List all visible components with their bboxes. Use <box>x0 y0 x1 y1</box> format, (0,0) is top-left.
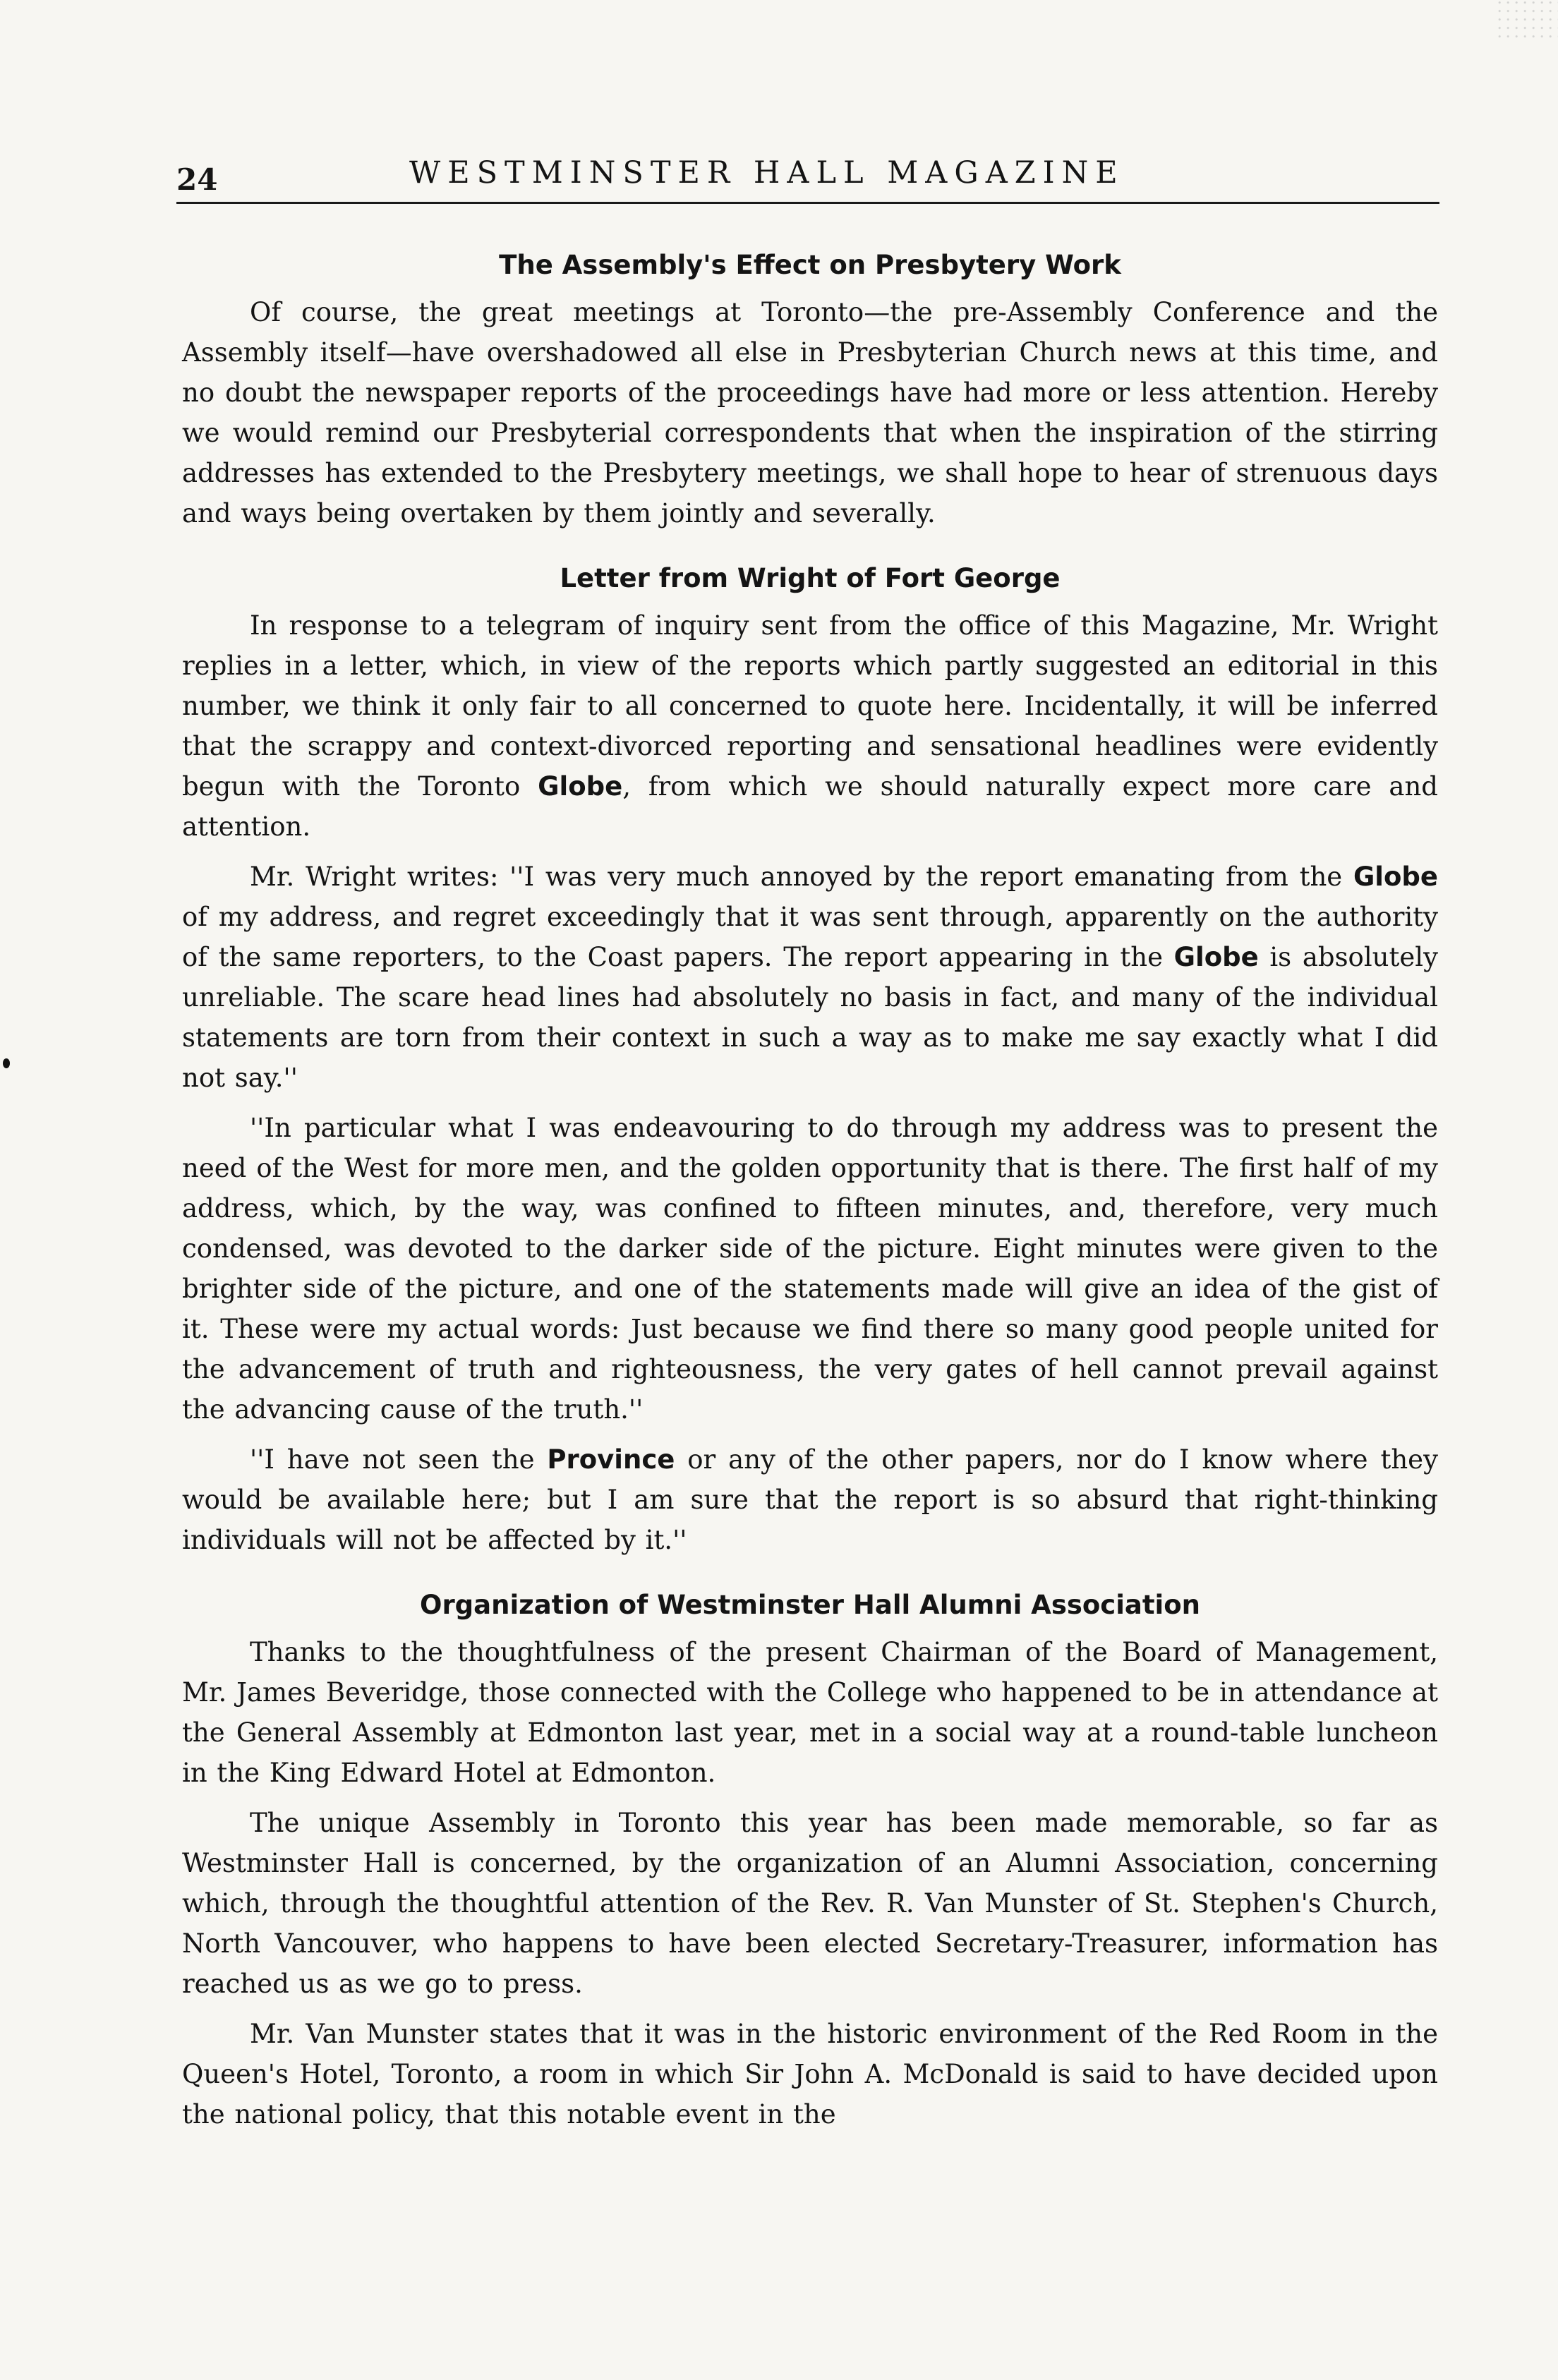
section-heading: The Assembly's Effect on Presbytery Work <box>499 250 1121 280</box>
text-run: , from which we should naturally expect more care and attention. <box>182 771 1438 842</box>
newspaper-name: Globe <box>538 771 623 802</box>
text-run: Mr. Wright writes: ''I was very much annoyed by the report emanating from the <box>250 862 1353 893</box>
header-rule <box>176 202 1439 204</box>
text-run: or any of the other papers, nor do I know where they would be available here; but I am sure that the report is so absurd that right-thinking individuals will not be affected by it.'' <box>182 1444 1438 1556</box>
paragraph: ''In particular what I was endeavouring to do through my address was to present the need of the West for more men, and the golden opportunity that is there. The first half of my address, which, by the way, was confined to fifteen minutes, and, therefore, very much condensed, was devoted to the darker side of the picture. Eight minutes were given to the brighter side of the picture, and one of the statements made will give an idea of the gist of it. These were my actual words: Just because we find there so many good people united for the advancement of truth and righteousness, the very gates of hell cannot prevail against the advancing cause of the truth.'' <box>182 1113 1438 1425</box>
article-body <box>182 248 1438 2163</box>
newspaper-name: Province <box>547 1444 675 1475</box>
newspaper-name: Globe <box>1353 862 1438 893</box>
section-heading: Organization of Westminster Hall Alumni Association <box>419 1590 1200 1621</box>
text-run: ''I have not seen the <box>250 1444 548 1475</box>
section-wright-letter <box>182 562 1438 1560</box>
running-title: WESTMINSTER HALL MAGAZINE <box>409 155 1125 191</box>
section-alumni-association <box>182 1588 1438 2134</box>
paragraph: Mr. Van Munster states that it was in the historic environment of the Red Room in the Queen's Hotel, Toronto, a room in which Sir John A. McDonald is said to have decided upon the national policy, that this notable event in the <box>182 2019 1438 2130</box>
text-run: of my address, and regret exceedingly that it was sent through, apparently on the authority of the same reporters, to the Coast papers. The report appearing in the <box>182 902 1438 973</box>
scan-edge-noise <box>1494 0 1558 42</box>
paragraph: The unique Assembly in Toronto this year has been made memorable, so far as Westminster Hall is concerned, by the organization of an Alumni Association, concerning which, through the thoughtful attention of the Rev. R. Van Munster of St. Stephen's Church, North Vancouver, who happens to have been elected Secretary-Treasurer, information has reached us as we go to press. <box>182 1808 1438 2000</box>
paragraph: Of course, the great meetings at Toronto—the pre-Assembly Conference and the Assembly itself—have overshadowed all else in Presbyterian Church news at this time, and no doubt the newspaper reports of the proceedings have had more or less attention. Hereby we would remind our Presbyterial correspondents that when the inspiration of the stirring addresses has extended to the Presbytery meetings, we shall hope to hear of strenuous days and ways being overtaken by them jointly and severally. <box>182 297 1438 529</box>
section-assembly-effect <box>182 248 1438 533</box>
section-heading: Letter from Wright of Fort George <box>560 563 1061 594</box>
paragraph <box>182 857 1438 1098</box>
paragraph <box>182 1439 1438 1560</box>
scan-speck <box>3 1058 10 1068</box>
page-header <box>176 141 1447 198</box>
page-number: 24 <box>176 162 218 197</box>
newspaper-name: Globe <box>1173 942 1259 973</box>
text-run: In response to a telegram of inquiry sent from the office of this Magazine, Mr. Wright replies in a letter, which, in view of the reports which partly suggested an editorial in this number, we think it only fair to all concerned to quote here. Incidentally, it will be inferred that the scrappy and context-divorced reporting and sensational headlines were evidently begun with the Toronto <box>182 610 1438 802</box>
paragraph: Thanks to the thoughtfulness of the present Chairman of the Board of Management, Mr. James Beveridge, those connected with the College who happened to be in attendance at the General Assembly at Edmonton last year, met in a social way at a round-table luncheon in the King Edward Hotel at Edmonton. <box>182 1637 1438 1789</box>
paragraph <box>182 605 1438 847</box>
text-run: is absolutely unreliable. The scare head lines had absolutely no basis in fact, and many of the individual statements are torn from their context in such a way as to make me say exactly what I did not say.'' <box>182 942 1438 1094</box>
